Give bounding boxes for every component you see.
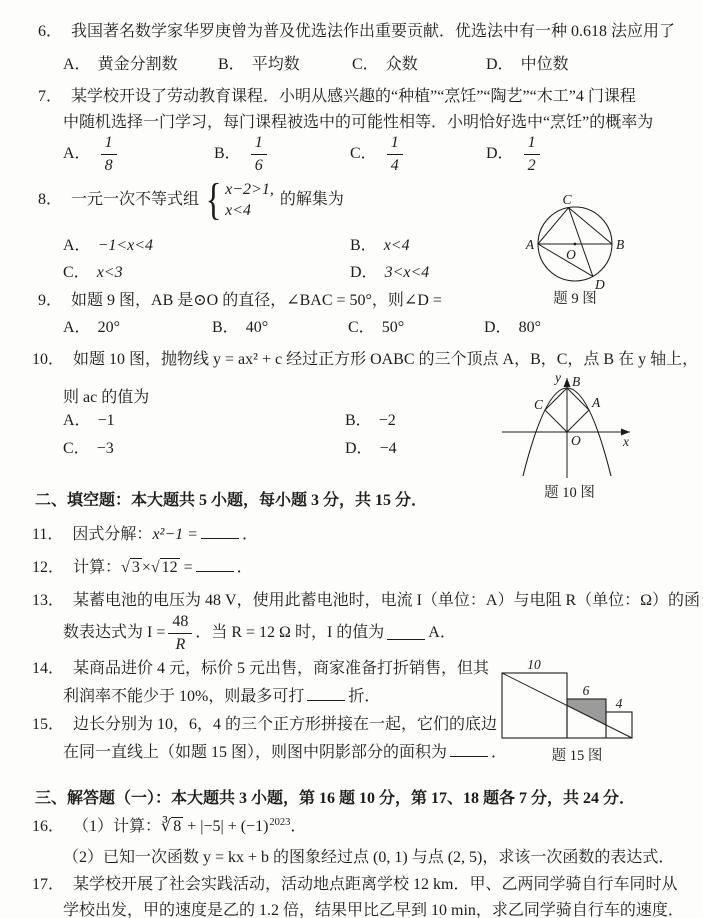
figure-10-caption: 题 10 图: [544, 485, 595, 501]
question-15-line2: 在同一直线上（如题 15 图），则图中阴影部分的面积为 ．: [63, 744, 508, 761]
question-15-line1: 15． 边长分别为 10，6，4 的三个正方形拼接在一起，它们的底边: [32, 716, 498, 733]
question-10-option-a: A． −1: [63, 412, 115, 429]
fraction: $\frac{1}{8}$: [101, 134, 117, 174]
question-6-number: 6．: [38, 23, 63, 40]
label-4: 4: [615, 696, 623, 711]
label-6: 6: [582, 683, 590, 698]
cube-root-sign: ∛: [161, 818, 172, 835]
figure-9-caption: 题 9 图: [553, 291, 597, 307]
question-13-line1: 13． 某蓄电池的电压为 48 V，使用此蓄电池时，电流 I（单位：A）与电阻 R（单位：Ω）的函: [32, 592, 701, 609]
question-10-stem-line2: 则 ac 的值为: [63, 389, 150, 406]
question-15-number: 15．: [32, 716, 65, 733]
question-6-option-d: D． 中位数: [486, 56, 569, 73]
question-12-number: 12．: [32, 559, 65, 576]
label-o: O: [566, 247, 576, 262]
squares-figure-q15: [492, 658, 662, 746]
answer-blank: [387, 626, 425, 640]
question-10-option-c: C． −3: [63, 440, 114, 457]
square-10: [502, 673, 567, 738]
question-9-option-c: C． 50°: [348, 319, 405, 336]
fraction: $\frac{1}{2}$: [524, 134, 540, 174]
question-7-option-a: A． $\frac{1}{8}$: [63, 136, 120, 172]
question-16-number: 16．: [32, 818, 65, 835]
question-9-option-a: A． 20°: [63, 319, 120, 336]
question-10-stem-line1: 10． 如题 10 图，抛物线 y = ax² + c 经过正方形 OABC 的三个顶点 A，B，C，点 B 在 y 轴上，: [32, 351, 699, 368]
question-8-stem: 8． 一元一次不等式组 { x−2>1, x<4 的解集为: [38, 175, 344, 224]
question-8-option-b: B． x<4: [350, 237, 410, 254]
label-a: A: [525, 237, 534, 252]
exponent: 2023: [269, 816, 291, 828]
answer-blank: [201, 525, 239, 539]
radicand: 12: [161, 559, 178, 576]
question-17-line1: 17． 某学校开展了社会实践活动，活动地点距离学校 12 km．甲、乙两同学骑自行车同时从: [32, 876, 678, 893]
question-9-stem: 9． 如题 9 图，AB 是⊙O 的直径，∠BAC = 50°，则∠D =: [38, 292, 442, 309]
question-7-option-d: D． $\frac{1}{2}$: [486, 136, 543, 172]
question-16-part2: （2）已知一次函数 y = kx + b 的图象经过点 (0, 1) 与点 (2, 5)，求该一次函数的表达式．: [63, 849, 675, 866]
square-4: [606, 712, 632, 738]
question-6-option-b: B． 平均数: [218, 56, 300, 73]
radicand: 8: [173, 818, 182, 835]
question-17-line2: 学校出发，甲的速度是乙的 1.2 倍，结果甲比乙早到 10 min，求乙同学骑自行车的速度．: [63, 902, 684, 918]
fraction: $\frac{48}{R}$: [168, 613, 192, 653]
question-6-option-c: C． 众数: [352, 56, 418, 73]
label-c: C: [562, 192, 572, 207]
answer-blank: [307, 687, 345, 701]
question-7-option-c: C． $\frac{1}{4}$: [350, 136, 406, 172]
question-12: 12． 计算：√ 3 ×√ 12 = ．: [32, 559, 253, 576]
question-13-line2: 数表达式为 I = $\frac{48}{R}$ ．当 R = 12 Ω 时，I 的值为 A．: [63, 613, 456, 653]
circle-figure-q9: [505, 192, 645, 292]
question-13-number: 13．: [32, 592, 65, 609]
system-brace: {: [205, 175, 222, 224]
question-8-number: 8．: [38, 191, 63, 208]
label-b: B: [616, 237, 625, 252]
question-6-stem: 6． 我国著名数学家华罗庚曾为普及优选法作出重要贡献．优选法中有一种 0.618 法应用了: [38, 23, 676, 40]
answer-blank: [196, 558, 234, 572]
question-14-number: 14．: [32, 660, 65, 677]
question-10-option-b: B． −2: [345, 412, 396, 429]
question-9-option-d: D． 80°: [484, 319, 541, 336]
question-10-number: 10．: [32, 351, 65, 368]
question-10-option-d: D． −4: [345, 440, 397, 457]
label-x: x: [623, 434, 629, 449]
question-11: 11． 因式分解：x²−1 = ．: [32, 526, 258, 543]
label-b: B: [572, 374, 581, 389]
question-7-stem-line2: 中随机选择一门学习，每门课程被选中的可能性相等．小明恰好选中“烹饪”的概率为: [63, 114, 654, 131]
question-16-part1: 16． （1）计算：∛ $8 + |-5| + (-1)^{2023}$．: [32, 816, 307, 835]
inequality-system: x−2>1, x<4: [225, 181, 274, 219]
figure-15-caption: 题 15 图: [551, 748, 603, 764]
question-14-line2: 利润率不能少于 10%，则最多可打 折．: [63, 688, 381, 705]
question-9-option-b: B． 40°: [212, 319, 269, 336]
question-7-stem-line1: 7． 某学校开设了劳动教育课程．小明从感兴趣的“种植”“烹饪”“陶艺”“木工”4 门课程: [38, 88, 636, 105]
question-8-option-d: D． 3<x<4: [350, 264, 430, 281]
label-10: 10: [527, 657, 541, 672]
answer-blank: [450, 743, 488, 757]
label-d: D: [595, 277, 605, 292]
radicand: 3: [131, 559, 140, 576]
question-8-option-a: A． −1<x<4: [63, 237, 154, 254]
radical-sign: √: [121, 559, 130, 576]
shaded-region: [567, 699, 606, 725]
section-2-header: 二、填空题：本大题共 5 小题，每小题 3 分，共 15 分．: [35, 492, 428, 509]
question-7-number: 7．: [38, 88, 63, 105]
fraction: $\frac{1}{6}$: [251, 134, 267, 174]
question-11-number: 11．: [32, 526, 64, 543]
y-axis-arrow: [564, 378, 571, 387]
section-3-header: 三、解答题（一）：本大题共 3 小题，第 16 题 10 分，第 17、18 题各 7 分，共 24 分．: [35, 790, 636, 807]
fraction: $\frac{1}{4}$: [387, 134, 403, 174]
question-9-number: 9．: [38, 292, 63, 309]
question-7-option-b: B． $\frac{1}{6}$: [214, 136, 270, 172]
question-8-option-c: C． x<3: [63, 264, 123, 281]
question-17-number: 17．: [32, 876, 65, 893]
label-y: y: [555, 370, 561, 385]
question-6-option-a: A． 黄金分割数: [63, 56, 178, 73]
label-o: O: [571, 433, 581, 448]
parabola-figure-q10: [492, 368, 647, 480]
label-c: C: [534, 397, 544, 412]
radical-sign: √: [150, 559, 160, 576]
label-a: A: [592, 395, 601, 410]
question-14-line1: 14． 某商品进价 4 元，标价 5 元出售，商家准备打折销售，但其: [32, 660, 490, 677]
